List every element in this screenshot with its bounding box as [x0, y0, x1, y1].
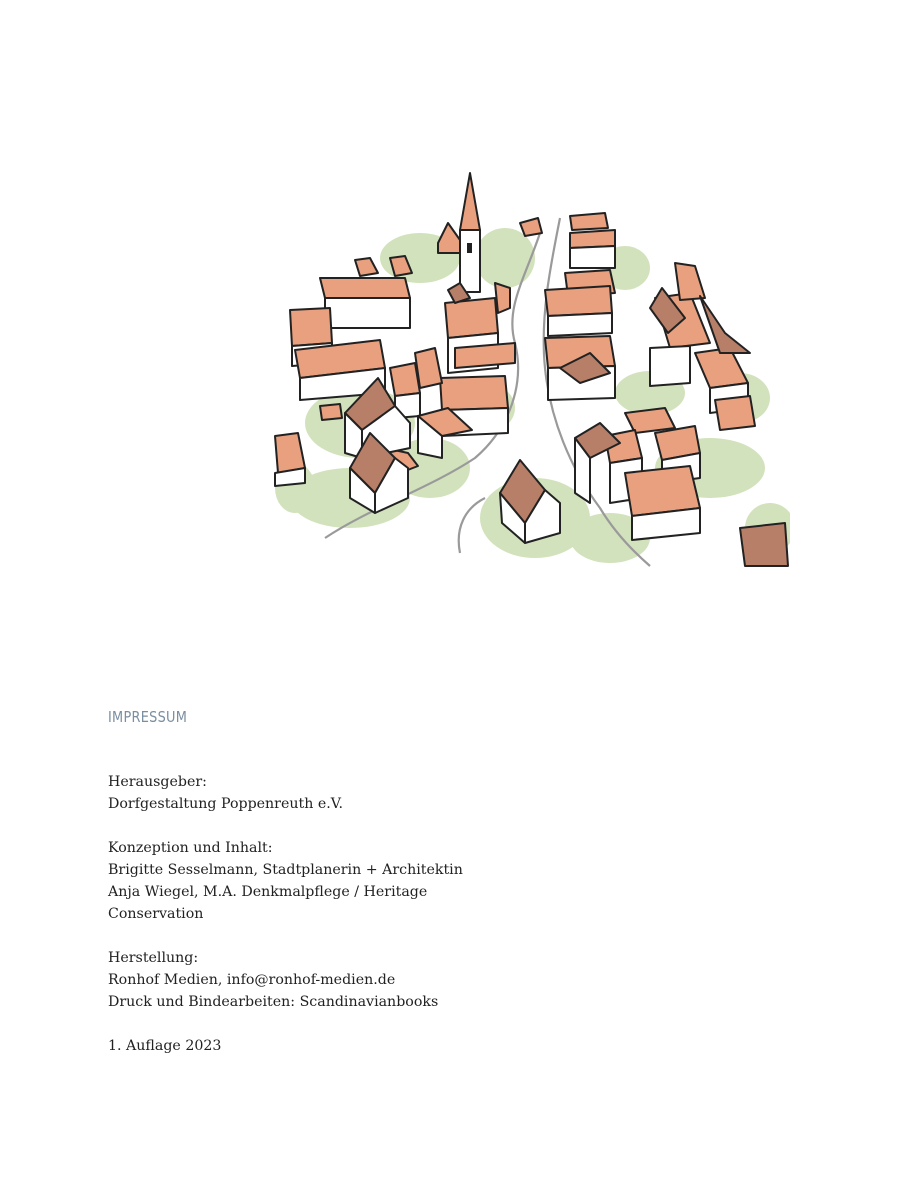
edition-section: [108, 1035, 528, 1057]
publisher-name: Dorfgestaltung Poppenreuth e.V.: [108, 796, 344, 812]
imprint-block: [108, 771, 528, 1079]
production-line-1: Ronhof Medien, info@ronhof-medien.de: [108, 972, 396, 988]
concept-author-1: Brigitte Sesselmann, Stadtplanerin + Architektin: [108, 862, 463, 878]
publisher-section: [108, 771, 528, 815]
publisher-label: Herausgeber:: [108, 774, 207, 790]
edition-text: 1. Auflage 2023: [108, 1038, 222, 1054]
concept-author-2-cont: Conservation: [108, 906, 204, 922]
production-label: Herstellung:: [108, 950, 199, 966]
concept-author-2: Anja Wiegel, M.A. Denkmalpflege / Heritage: [108, 884, 428, 900]
production-line-2: Druck und Bindearbeiten: Scandinavianbooks: [108, 994, 439, 1010]
production-section: [108, 947, 528, 1013]
page-title: IMPRESSUM: [108, 708, 188, 726]
concept-label: Konzeption und Inhalt:: [108, 840, 273, 856]
village-illustration-icon: [270, 168, 790, 568]
concept-section: [108, 837, 528, 925]
